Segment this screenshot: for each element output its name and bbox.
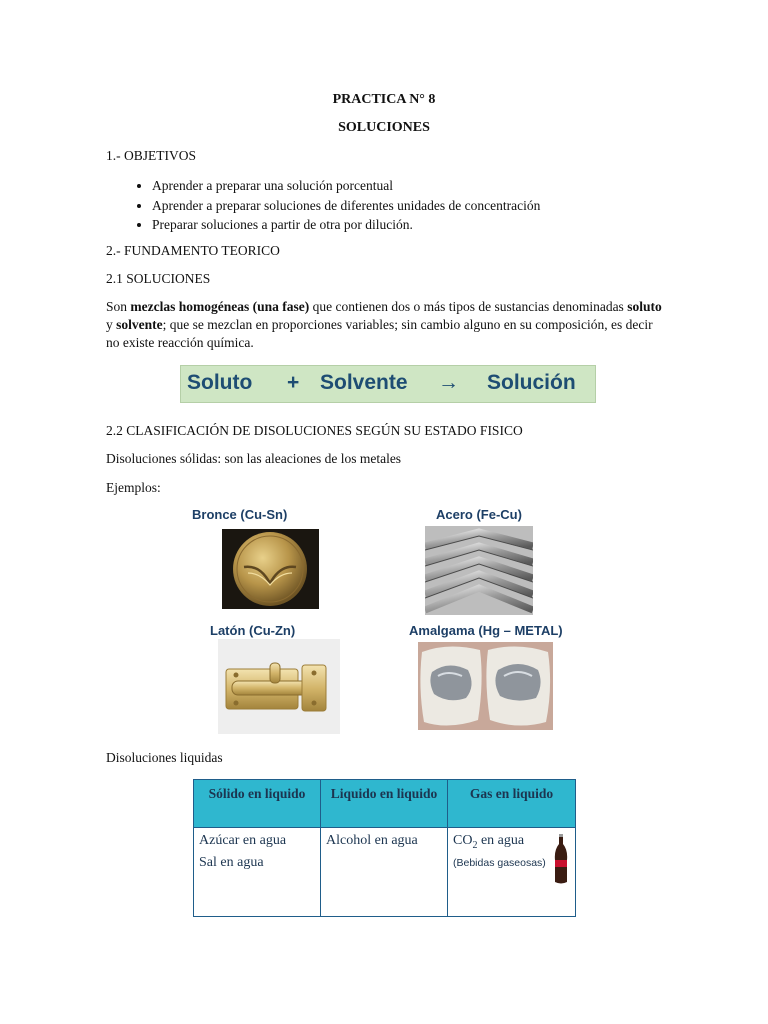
ejemplos-label: Ejemplos: — [106, 480, 161, 495]
laton-latch-image — [218, 639, 340, 734]
cell-text: Sal en agua — [199, 855, 264, 870]
disoluciones-liquidas-label: Disoluciones liquidas — [106, 750, 223, 765]
co-text: CO — [453, 833, 473, 848]
subsection-clasificacion-heading: 2.2 CLASIFICACIÓN DE DISOLUCIONES SEGÚN SU ESTADO FISICO — [106, 423, 523, 438]
co-rest-text: en agua — [477, 833, 525, 848]
solution-equation-banner — [180, 365, 596, 403]
co-subscript: 2 — [472, 839, 478, 851]
objetivo-item: • Aprender a preparar soluciones de diferentes unidades de concentración — [152, 196, 540, 216]
para-bold: soluto — [627, 299, 662, 314]
table-header: Sólido en liquido — [194, 780, 321, 828]
table-header-row — [194, 780, 576, 828]
caption-acero: Acero (Fe-Cu) — [436, 507, 522, 522]
banner-solucion: Solución — [487, 371, 576, 394]
table-header: Gas en liquido — [448, 780, 576, 828]
caption-amalgama: Amalgama (Hg – METAL) — [409, 623, 563, 638]
table-cell — [321, 828, 448, 917]
para-text: y — [106, 317, 117, 332]
banner-plus: + — [287, 371, 300, 394]
table-cell — [194, 828, 321, 917]
banner-soluto: Soluto — [187, 371, 253, 394]
objetivo-item: • Aprender a preparar una solución porcentual — [152, 176, 540, 196]
disoluciones-liquidas-table — [193, 779, 576, 917]
table-row — [194, 828, 576, 917]
disoluciones-solidas-text: Disoluciones sólidas: son las aleaciones de los metales — [106, 451, 402, 466]
para-text: ; que se mezclan en proporciones variables; sin cambio alguno en su composición, es decir no existe reacción química. — [106, 317, 653, 350]
soda-bottle-icon — [553, 834, 569, 884]
page-title: PRACTICA N° 8 — [332, 92, 436, 107]
amalgama-teeth-image — [418, 642, 553, 730]
para-text: Son — [106, 299, 131, 314]
para-bold: solvente — [116, 317, 163, 332]
cell-text: Alcohol en agua — [326, 833, 418, 848]
para-bold: mezclas homogéneas (una fase) — [130, 299, 310, 314]
table-cell — [448, 828, 576, 917]
bronce-coin-image — [222, 529, 319, 609]
page-subtitle: SOLUCIONES — [338, 120, 430, 135]
banner-arrow: → — [438, 371, 459, 394]
section-fundamento-heading: 2.- FUNDAMENTO TEORICO — [106, 243, 280, 258]
cell-text: Azúcar en agua — [199, 833, 287, 848]
caption-laton: Latón (Cu-Zn) — [210, 623, 296, 638]
banner-solvente: Solvente — [320, 371, 408, 394]
soluciones-paragraph — [106, 298, 666, 352]
section-objetivos-heading: 1.- OBJETIVOS — [106, 148, 196, 163]
acero-steel-image — [425, 526, 533, 615]
para-text: que contienen dos o más tipos de sustancias denominadas — [309, 299, 628, 314]
table-header: Liquido en liquido — [321, 780, 448, 828]
caption-bronce: Bronce (Cu-Sn) — [192, 507, 288, 522]
objetivos-list — [132, 176, 540, 235]
subsection-soluciones-heading: 2.1 SOLUCIONES — [106, 271, 211, 286]
objetivo-item: • Preparar soluciones a partir de otra por dilución. — [152, 215, 540, 235]
cell-note: (Bebidas gaseosas) — [453, 856, 546, 869]
